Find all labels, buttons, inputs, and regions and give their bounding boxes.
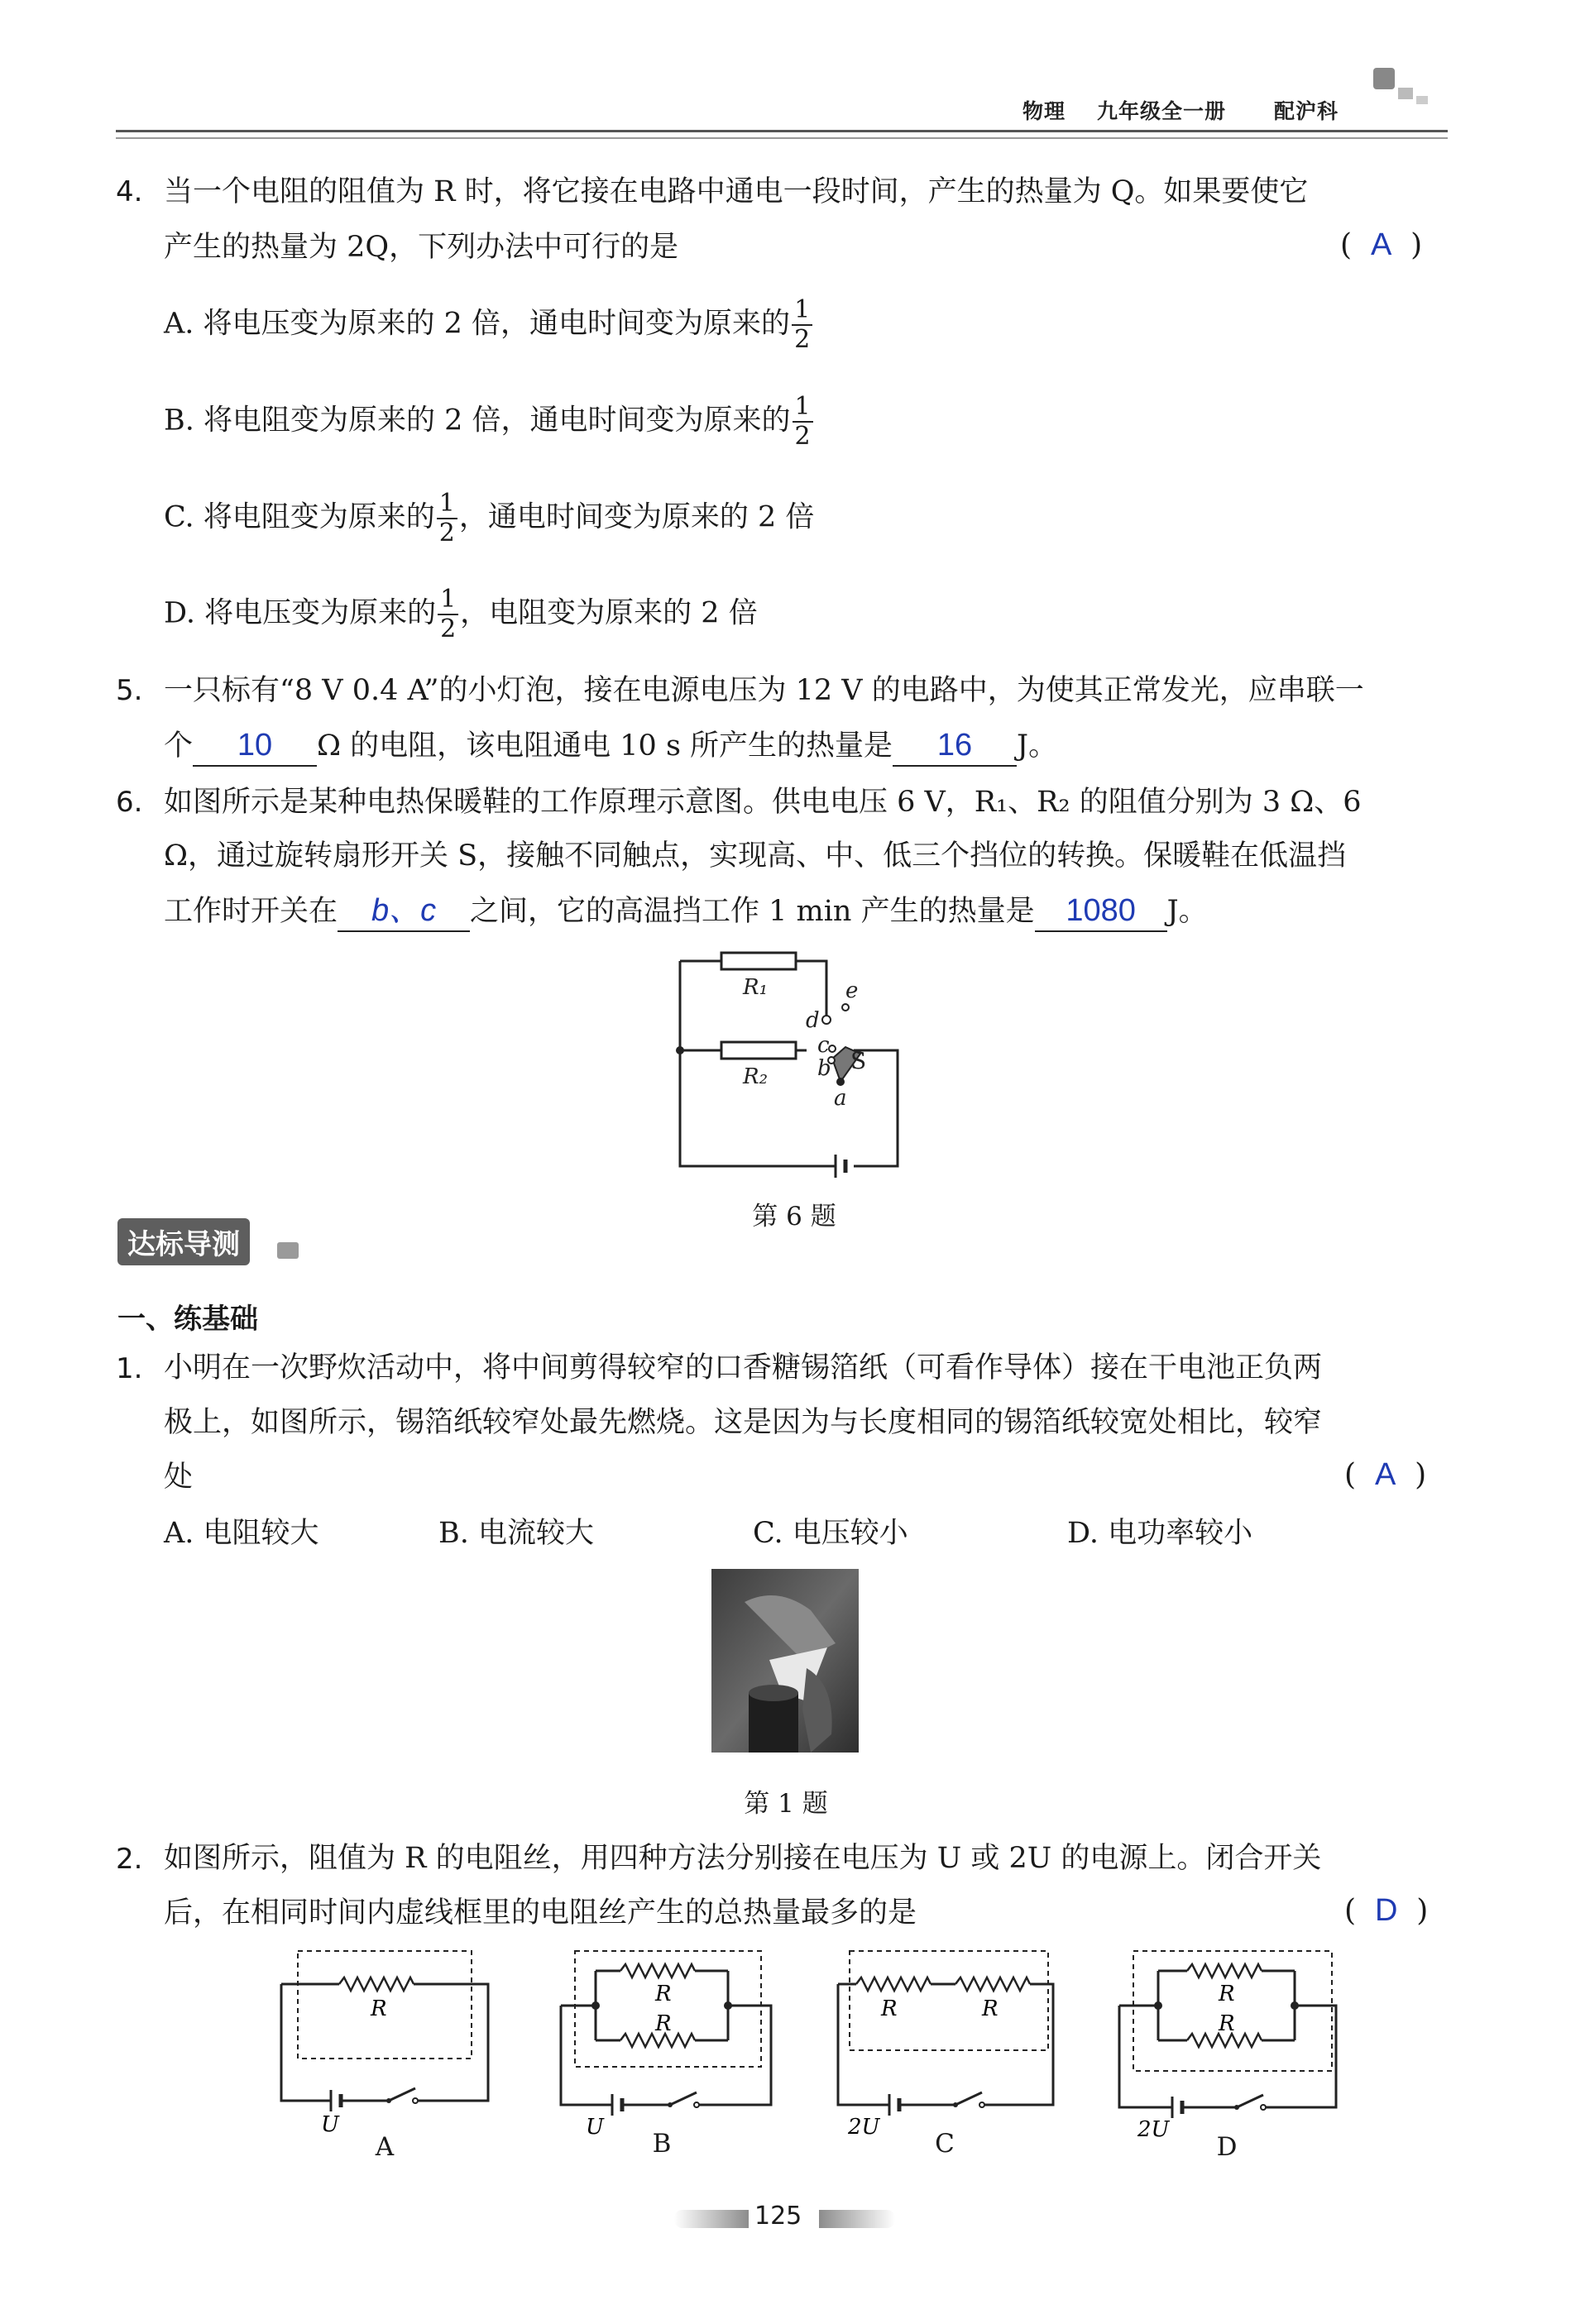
p1-caption: 第 1 题 <box>744 1789 828 1819</box>
header-subject: 物理 <box>1022 99 1066 123</box>
q6-label-b: b <box>817 1056 831 1081</box>
p2-number: 2. <box>116 1843 143 1876</box>
p2-b-r-label-bottom: R <box>655 2011 672 2036</box>
footer-decor-right <box>819 2210 895 2228</box>
q4-option-c-text-post: ，通电时间变为原来的 2 倍 <box>458 500 815 534</box>
p1-answer: A <box>1374 1457 1396 1492</box>
q4-option-c-fraction: $\frac{1}{2}$ <box>437 490 457 548</box>
q4-option-d-text-post: ，电阻变为原来的 2 倍 <box>460 596 758 630</box>
p1-line1: 小明在一次野炊活动中，将中间剪得较窄的口香糖锡箔纸（可看作导体）接在干电池正负两 <box>164 1351 1323 1384</box>
p2-circuit-d-label: D <box>1216 2132 1238 2162</box>
q6-number: 6. <box>116 786 143 819</box>
q6-resistor-r2 <box>721 1042 796 1059</box>
p2-circuit-c <box>831 1948 1063 2138</box>
p2-c-r-label-2: R <box>982 1996 999 2021</box>
p2-circuit-b <box>554 1948 778 2138</box>
q4-answer-paren: ( A ) <box>1340 227 1423 262</box>
q6-caption: 第 6 题 <box>752 1202 836 1231</box>
q4-option-c <box>164 490 814 548</box>
footer-page-number: 125 <box>754 2202 802 2231</box>
p2-answer: D <box>1374 1893 1398 1928</box>
header-edition: 配沪科 <box>1274 99 1339 123</box>
q5-line2: 个 10 Ω 的电阻，该电阻通电 10 s 所产生的热量是 16 J。 <box>164 720 1057 773</box>
p1-option-c: C. 电压较小 <box>753 1517 908 1550</box>
q6-label-r1: R₁ <box>743 975 768 1000</box>
q6-answer-1: b、c <box>371 893 437 928</box>
q5-number: 5. <box>116 674 143 707</box>
p2-d-source-label: 2U <box>1137 2117 1170 2142</box>
p2-b-source-label: U <box>586 2115 604 2138</box>
q4-line2: 产生的热量为 2Q，下列办法中可行的是 <box>164 231 679 264</box>
header-rule-thin <box>116 137 1448 139</box>
q4-option-a-text: A. 将电压变为原来的 2 倍，通电时间变为原来的 <box>164 307 791 341</box>
q4-line1: 当一个电阻的阻值为 R 时，将它接在电路中通电一段时间，产生的热量为 Q。如果要使它 <box>164 175 1309 208</box>
header-grade: 九年级全一册 <box>1097 99 1227 123</box>
q5-answer-1: 10 <box>237 728 273 763</box>
q5-blank-1 <box>193 726 317 767</box>
q6-label-d: d <box>806 1008 820 1033</box>
p2-d-r-label-bottom: R <box>1219 2011 1235 2036</box>
p2-b-r-label-top: R <box>655 1982 672 2006</box>
q4-option-b-text: B. 将电阻变为原来的 2 倍，通电时间变为原来的 <box>164 404 791 438</box>
q6-answer-2: 1080 <box>1066 893 1136 928</box>
q5-blank-2 <box>893 726 1017 767</box>
footer-decor-left <box>674 2210 749 2228</box>
p2-answer-paren: ( D ) <box>1344 1893 1429 1928</box>
section-title: 一、练基础 <box>117 1303 258 1336</box>
q4-option-d-fraction: $\frac{1}{2}$ <box>438 586 458 643</box>
q4-answer: A <box>1370 227 1392 262</box>
p1-line2: 极上，如图所示，锡箔纸较窄处最先燃烧。这是因为与长度相同的锡箔纸较宽处相比，较窄 <box>164 1406 1323 1439</box>
q6-circuit-diagram <box>662 943 927 1183</box>
q4-option-c-text: C. 将电阻变为原来的 <box>164 500 435 534</box>
p1-answer-paren: ( A ) <box>1344 1457 1427 1492</box>
p2-a-source-label: U <box>321 2112 339 2137</box>
p1-option-b: B. 电流较大 <box>438 1517 594 1550</box>
q4-option-d <box>164 586 758 643</box>
section-badge-decor <box>277 1242 299 1259</box>
q4-option-a-fraction: $\frac{1}{2}$ <box>792 296 812 354</box>
p1-option-a: A. 电阻较大 <box>164 1517 319 1550</box>
q6-line2: Ω，通过旋转扇形开关 S，接触不同触点，实现高、中、低三个挡位的转换。保暖鞋在低温挡 <box>164 839 1347 873</box>
q6-blank-1 <box>338 892 470 932</box>
p2-a-r-label: R <box>371 1996 387 2021</box>
q4-number: 4. <box>116 175 143 208</box>
p2-circuit-a-label: A <box>375 2132 395 2162</box>
p2-circuit-a <box>273 1948 496 2138</box>
p2-circuit-d <box>1113 1948 1344 2142</box>
p1-tinfoil-photo <box>711 1569 859 1753</box>
q5-line1: 一只标有“8 V 0.4 A”的小灯泡，接在电源电压为 12 V 的电路中，为使其正常发光，应串联一 <box>164 674 1364 707</box>
q6-label-r2: R₂ <box>743 1064 768 1089</box>
q6-line1: 如图所示是某种电热保暖鞋的工作原理示意图。供电电压 6 V，R₁、R₂ 的阻值分别为 3 Ω、6 <box>164 786 1362 819</box>
p1-line3: 处 <box>164 1461 194 1494</box>
q4-option-b <box>164 393 815 451</box>
section-badge: 达标导测 <box>117 1218 250 1265</box>
q6-label-c: c <box>817 1033 830 1058</box>
p2-line1: 如图所示，阻值为 R 的电阻丝，用四种方法分别接在电压为 U 或 2U 的电源上。闭合开关 <box>164 1842 1322 1875</box>
q4-option-b-fraction: $\frac{1}{2}$ <box>793 393 813 451</box>
q6-label-e: e <box>845 978 859 1003</box>
p2-c-r-label-1: R <box>881 1996 898 2021</box>
header-rule <box>116 130 1448 132</box>
p1-option-d: D. 电功率较小 <box>1067 1517 1253 1550</box>
p2-c-source-label: 2U <box>848 2115 880 2138</box>
q6-blank-2 <box>1035 892 1167 932</box>
q4-option-a <box>164 296 814 354</box>
p2-circuit-c-label: C <box>935 2129 955 2159</box>
p2-line2: 后，在相同时间内虚线框里的电阻丝产生的总热量最多的是 <box>164 1896 917 1929</box>
p2-circuit-b-label: B <box>652 2129 672 2159</box>
p2-d-r-label-top: R <box>1219 1982 1235 2006</box>
q5-answer-2: 16 <box>936 728 973 763</box>
q4-option-d-text: D. 将电压变为原来的 <box>164 596 437 630</box>
q6-line3: 工作时开关在 b、c 之间，它的高温挡工作 1 min 产生的热量是 1080 J。 <box>164 885 1208 939</box>
q6-resistor-r1 <box>721 953 796 969</box>
q6-label-a: a <box>834 1086 847 1111</box>
q6-label-s: S <box>850 1047 867 1074</box>
p1-number: 1. <box>116 1352 143 1385</box>
